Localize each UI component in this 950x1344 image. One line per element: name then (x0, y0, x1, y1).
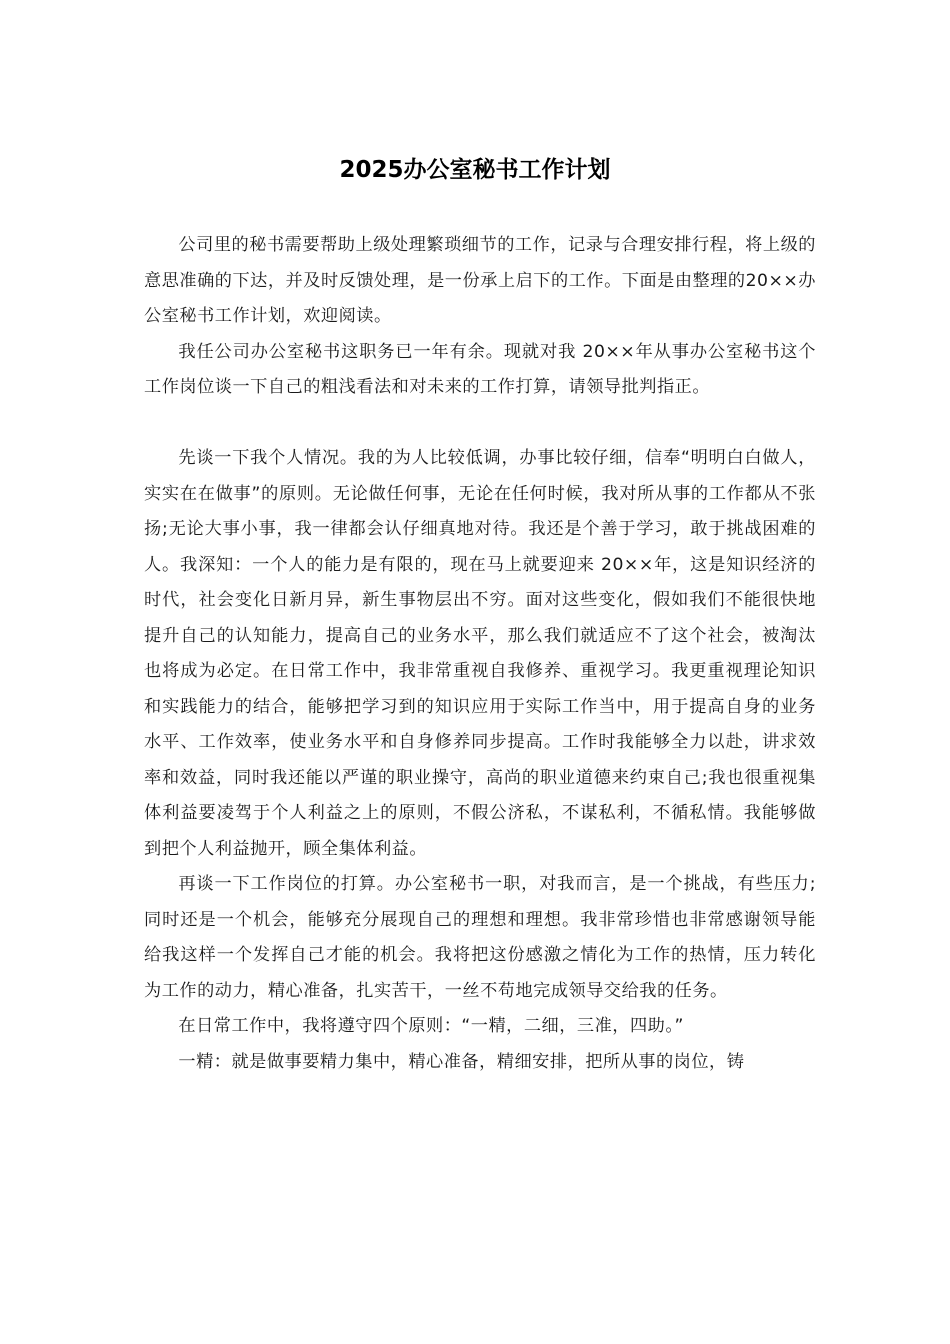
paragraph-tenure: 我任公司办公室秘书这职务已一年有余。现就对我 20××年从事办公室秘书这个工作岗位谈一下自己的粗浅看法和对未来的工作打算，请领导批判指正。 (144, 341, 816, 397)
paragraph-personal: 先谈一下我个人情况。我的为人比较低调，办事比较仔细，信奉“明明白白做人，实实在在做事”的原则。无论做任何事，无论在任何时候，我对所从事的工作都从不张扬;无论大事小事，我一律都会认仔细真地对待。我还是个善于学习，敢于挑战困难的人。我深知：一个人的能力是有限的，现在马上就要迎来 20××年，这是知识经济的时代，社会变化日新月异，新生事物层出不穷。面对这些变化，假如我们不能很快地提升自己的认知能力，提高自己的业务水平，那么我们就适应不了这个社会，被淘汰也将成为必定。在日常工作中，我非常重视自我修养、重视学习。我更重视理论知识和实践能力的结合，能够把学习到的知识应用于实际工作当中，用于提高自身的业务水平、工作效率，使业务水平和自身修养同步提高。工作时我能够全力以赴，讲求效率和效益，同时我还能以严谨的职业操守，高尚的职业道德来约束自己;我也很重视集体利益要凌驾于个人利益之上的原则，不假公济私，不谋私利，不循私情。我能够做到把个人利益抛开，顾全集体利益。 (144, 448, 816, 859)
paragraph-gap (144, 406, 816, 442)
paragraph-principles: 在日常工作中，我将遵守四个原则：“一精，二细，三准，四助。” (178, 1016, 684, 1036)
paragraph-intro: 公司里的秘书需要帮助上级处理繁琐细节的工作，记录与合理安排行程，将上级的意思准确的下达，并及时反馈处理，是一份承上启下的工作。下面是由整理的20××办公室秘书工作计划，欢迎阅读。 (144, 235, 816, 326)
document-title: 2025办公室秘书工作计划 (339, 157, 611, 183)
paragraph-plans: 再谈一下工作岗位的打算。办公室秘书一职，对我而言，是一个挑战，有些压力;同时还是一个机会，能够充分展现自己的理想和理想。我非常珍惜也非常感谢领导能给我这样一个发挥自己才能的机会。我将把这份感激之情化为工作的热情，压力转化为工作的动力，精心准备，扎实苦干，一丝不苟地完成领导交给我的任务。 (144, 874, 816, 1001)
paragraph-first-principle: 一精：就是做事要精力集中，精心准备，精细安排，把所从事的岗位，铸 (178, 1051, 745, 1072)
document-body (144, 228, 816, 1080)
